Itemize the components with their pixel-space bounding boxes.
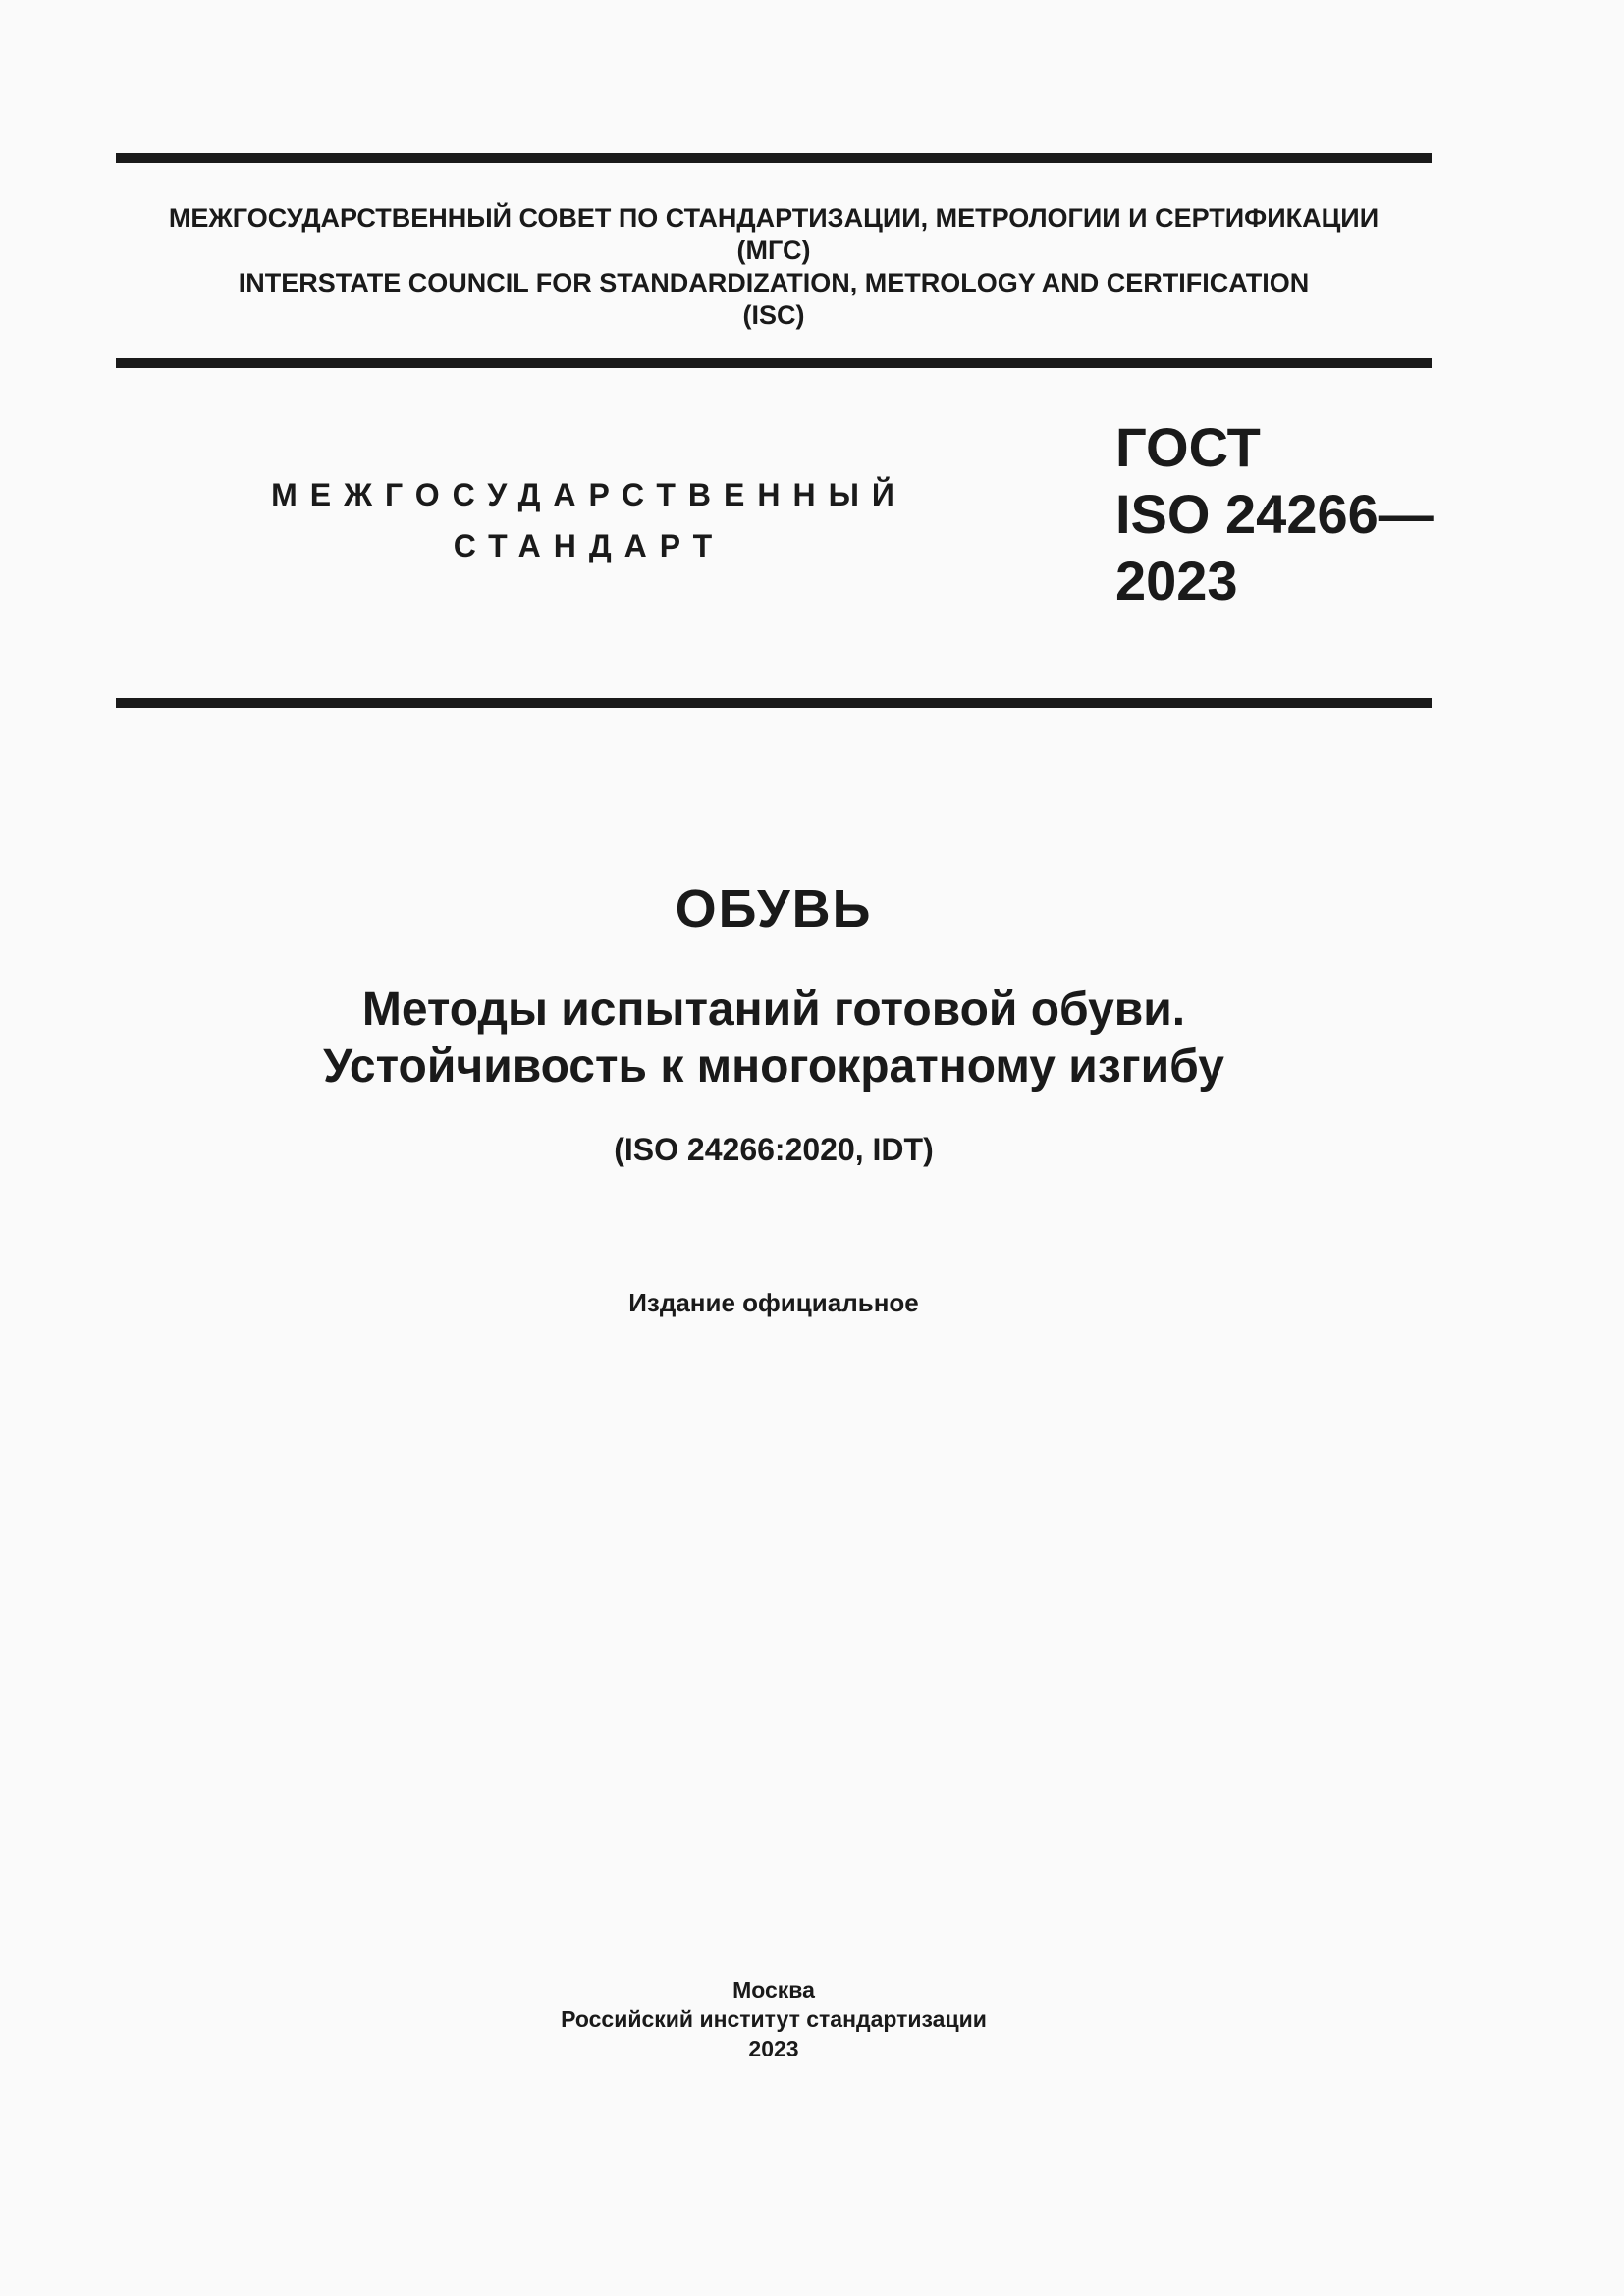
standard-type-line2: СТАНДАРТ [453, 528, 726, 563]
council-abbr-ru: (МГС) [736, 236, 811, 265]
designation-line3: 2023 [1115, 550, 1238, 612]
council-bottom-rule [116, 358, 1432, 368]
subtitle-line2: Устойчивость к многократному изгибу [323, 1041, 1224, 1093]
standard-designation [1115, 414, 1434, 614]
subtitle-line1: Методы испытаний готовой обуви. [361, 984, 1186, 1036]
footer-year: 2023 [748, 2036, 799, 2061]
council-header [116, 202, 1432, 332]
council-name-en: INTERSTATE COUNCIL FOR STANDARDIZATION, METROLOGY AND CERTIFICATION [238, 268, 1310, 297]
edition-label: Издание официальное [628, 1288, 919, 1317]
designation-line1: ГОСТ [1115, 416, 1261, 478]
top-rule [116, 153, 1432, 163]
standard-type [245, 469, 933, 571]
document-subtitle [116, 982, 1432, 1095]
header-bottom-rule [116, 698, 1432, 708]
footer-publisher: Российский институт стандартизации [561, 2006, 987, 2032]
publication-footer [116, 1975, 1432, 2063]
document-title: ОБУВЬ [675, 880, 873, 938]
council-abbr-en: (ISC) [742, 300, 805, 330]
council-name-ru: МЕЖГОСУДАРСТВЕННЫЙ СОВЕТ ПО СТАНДАРТИЗАЦИИ, МЕТРОЛОГИИ И СЕРТИФИКАЦИИ [168, 203, 1380, 233]
standard-type-line1: МЕЖГОСУДАРСТВЕННЫЙ [271, 477, 907, 512]
iso-reference: (ISO 24266:2020, IDT) [614, 1132, 934, 1167]
designation-line2: ISO 24266— [1115, 483, 1434, 545]
footer-city: Москва [732, 1977, 815, 2002]
